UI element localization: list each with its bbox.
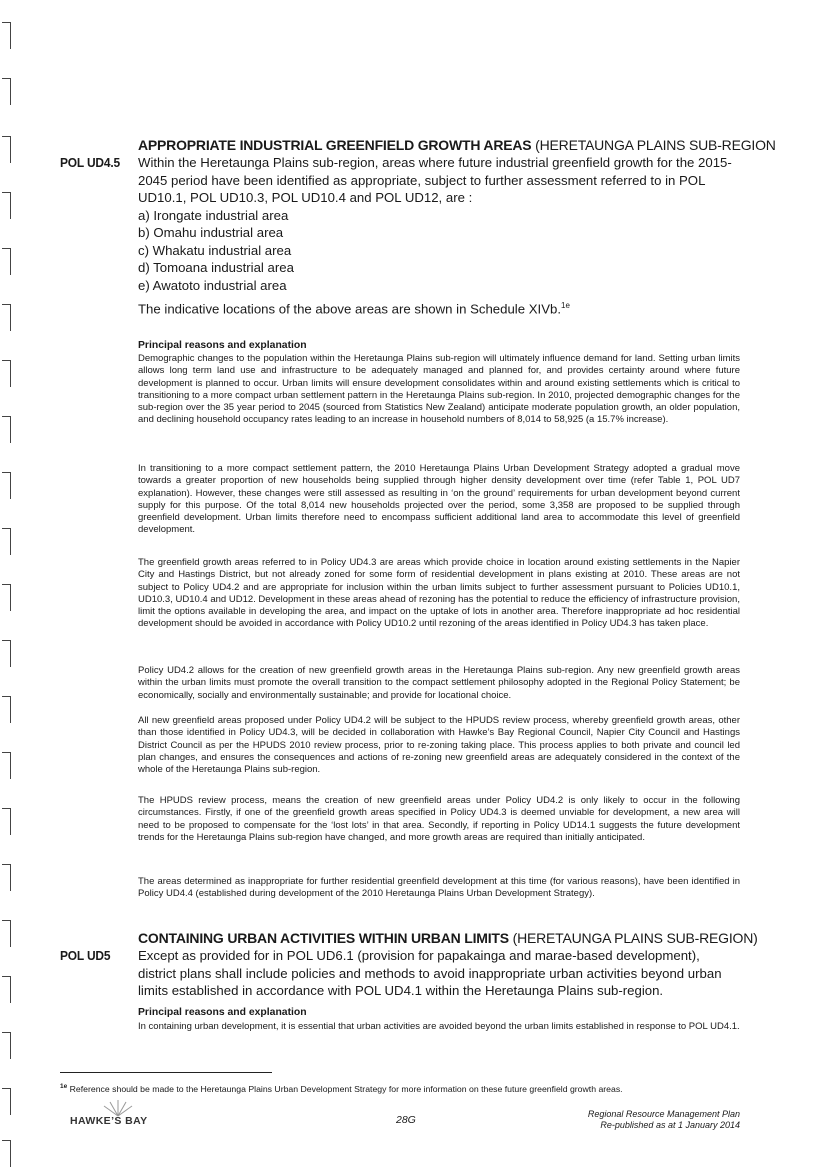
binder-mark <box>2 808 11 835</box>
ud5-body: Except as provided for in POL UD6.1 (provision for papakainga and marae-based development), district plans shall include policies and methods to avoid inappropriate urban activities beyond urban limits established in accordance with POL UD4.1 within the Heretaunga Plains sub-region. <box>138 948 722 998</box>
binder-mark <box>2 78 11 105</box>
reasons-paragraph: Demographic changes to the population within the Heretaunga Plains sub-region will ultimately influence demand for land. Setting urban limits allows long term land use and infrastructure to be adequately managed and planned for, and provides certainty around where future development is planned to occur. Urban limits will ensure development consolidates within and around existing settlements which is critical to transitioning to a more compact urban settlement pattern in the Heretaunga Plains sub-region. In 2010, projected demographic changes for the sub-region over the 35 year period to 2045 (sourced from Statistics New Zealand) anticipate moderate population growth, an older population, and declining household occupancy rates leading to an increase in household numbers of 8,014 to 58,925 (a 15.7% increase). <box>138 353 740 426</box>
list-item: a) Irongate industrial area <box>138 208 289 223</box>
plan-title: Regional Resource Management Plan <box>587 1109 740 1119</box>
binder-mark <box>2 136 11 163</box>
reasons-heading: Principal reasons and explanation <box>138 1007 307 1018</box>
binder-mark <box>2 1032 11 1059</box>
binder-mark <box>2 584 11 611</box>
republished-date: Re-published as at 1 January 2014 <box>600 1120 740 1130</box>
binder-margin <box>2 0 26 1161</box>
ud45-heading: APPROPRIATE INDUSTRIAL GREENFIELD GROWTH AREAS (HERETAUNGA PLAINS SUB-REGION <box>138 137 776 153</box>
binder-mark <box>2 22 11 49</box>
footnote-rule <box>60 1072 272 1073</box>
reasons-paragraph: The greenfield growth areas referred to in Policy UD4.3 are areas which provide choice in location around existing settlements in the Napier City and Hastings District, but not already zoned for some form of residential development in plans existing at 2010. These areas are not subject to Policy UD4.2 and are appropriate for inclusion within the urban limits subject to further assessment pursuant to Policies UD10.1, UD10.3, UD10.4 and UD12. Development in these areas ahead of rezoning has the potential to reduce the efficiency of infrastructure provision, limit the options available in developing the area, and impact on the uptake of lots in another area. Therefore inappropriate ad hoc residential development should be avoided in accordance with Policy UD10.2 until rezoning of the areas identified in Policy UD4.3 has taken place. <box>138 557 740 630</box>
binder-mark <box>2 640 11 667</box>
footnote-ref[interactable]: 1e <box>561 301 570 310</box>
reasons-heading: Principal reasons and explanation <box>138 340 307 351</box>
pol-ud45-label: POL UD4.5 <box>60 155 120 170</box>
industrial-areas-list <box>138 207 294 294</box>
list-item: b) Omahu industrial area <box>138 225 284 241</box>
page-number: 28G <box>396 1114 416 1126</box>
binder-mark <box>2 416 11 443</box>
ud45-intro: Within the Heretaunga Plains sub-region, areas where future industrial greenfield growth for the 2015-2045 period have been identified as appropriate, subject to further assessment referred to in POL UD10.1, POL UD10.3, POL UD10.4 and POL UD12, are : <box>138 155 732 205</box>
hawkes-bay-logo <box>60 1096 170 1130</box>
logo-text: HAWKE’S BAY <box>70 1115 148 1127</box>
reasons-paragraph: Policy UD4.2 allows for the creation of new greenfield growth areas in the Heretaunga Plains sub-region. Any new greenfield growth areas within the urban limits must promote the overall transition to the compact settlement philosophy adopted in the Regional Policy Statement; be economically, socially and environmentally sustainable; and provide for locational choice. <box>138 665 740 701</box>
binder-mark <box>2 696 11 723</box>
reasons-paragraph: The areas determined as inappropriate for further residential greenfield development at this time (for various reasons), have been identified in Policy UD4.4 (established during development of the 2010 Heretaunga Plains Urban Development Strategy). <box>138 876 740 900</box>
reasons-paragraph: In transitioning to a more compact settlement pattern, the 2010 Heretaunga Plains Urban Development Strategy adopted a gradual move towards a greater proportion of new households being supplied through higher density development over time (refer Table 1, POL UD7 explanation). However, these changes were still assessed as resulting in ‘on the ground’ requirements for urban development beyond current supply for this purpose. Of the total 8,014 new households projected over the period, some 3,358 are proposed to be supplied through greenfield development. Urban limits therefore need to encompass sufficient additional land area to accommodate this level of greenfield development. <box>138 463 740 536</box>
footer-plan-info <box>540 1109 740 1131</box>
binder-mark <box>2 1140 11 1167</box>
binder-mark <box>2 528 11 555</box>
binder-mark <box>2 360 11 387</box>
reasons-paragraph: All new greenfield areas proposed under Policy UD4.2 will be subject to the HPUDS review process, whereby greenfield growth areas, other than those identified in Policy UD4.3, will be decided in collaboration with Hawke’s Bay Regional Council, Napier City Council and Hastings District Council as per the HPUDS 2010 review process, prior to re-zoning taking place. This process applies to both private and council led plan changes, and ensures the consequences and actions of re-zoning new greenfield areas are adequately considered in the context of the whole of the Heretaunga Plains sub-region. <box>138 715 740 776</box>
list-item: e) Awatoto industrial area <box>138 277 287 293</box>
binder-mark <box>2 864 11 891</box>
binder-mark <box>2 752 11 779</box>
binder-mark <box>2 472 11 499</box>
binder-mark <box>2 1088 11 1115</box>
binder-mark <box>2 976 11 1003</box>
footnote: $^{1e}$ Reference should be made to the Heretaunga Plains Urban Development Strategy for more information on these future greenfield growth areas. <box>60 1083 623 1094</box>
reasons-paragraph: The HPUDS review process, means the creation of new greenfield areas under Policy UD4.2 is only likely to occur in the following circumstances. Firstly, if one of the greenfield growth areas specified in Policy UD4.3 is deemed unviable for development, a new area will need to be proposed to compensate for the ‘lost lots’ in that area. Secondly, if reporting in Policy UD14.1 suggests the future development trends for the Heretaunga Plains sub-region have changed, and more growth areas are required than initially anticipated. <box>138 795 740 843</box>
binder-mark <box>2 248 11 275</box>
pol-ud5-label: POL UD5 <box>60 948 111 963</box>
list-item: d) Tomoana industrial area <box>138 260 294 276</box>
binder-mark <box>2 920 11 947</box>
ud5-heading: CONTAINING URBAN ACTIVITIES WITHIN URBAN LIMITS (HERETAUNGA PLAINS SUB-REGION) <box>138 930 758 946</box>
binder-mark <box>2 304 11 331</box>
reasons-paragraph: In containing urban development, it is essential that urban activities are avoided beyond the urban limits established in response to POL UD4.1. <box>138 1021 740 1032</box>
ud45-locations: The indicative locations of the above areas are shown in Schedule XIVb.$^{1e}$ <box>138 301 570 317</box>
binder-mark <box>2 192 11 219</box>
list-item: c) Whakatu industrial area <box>138 242 292 258</box>
